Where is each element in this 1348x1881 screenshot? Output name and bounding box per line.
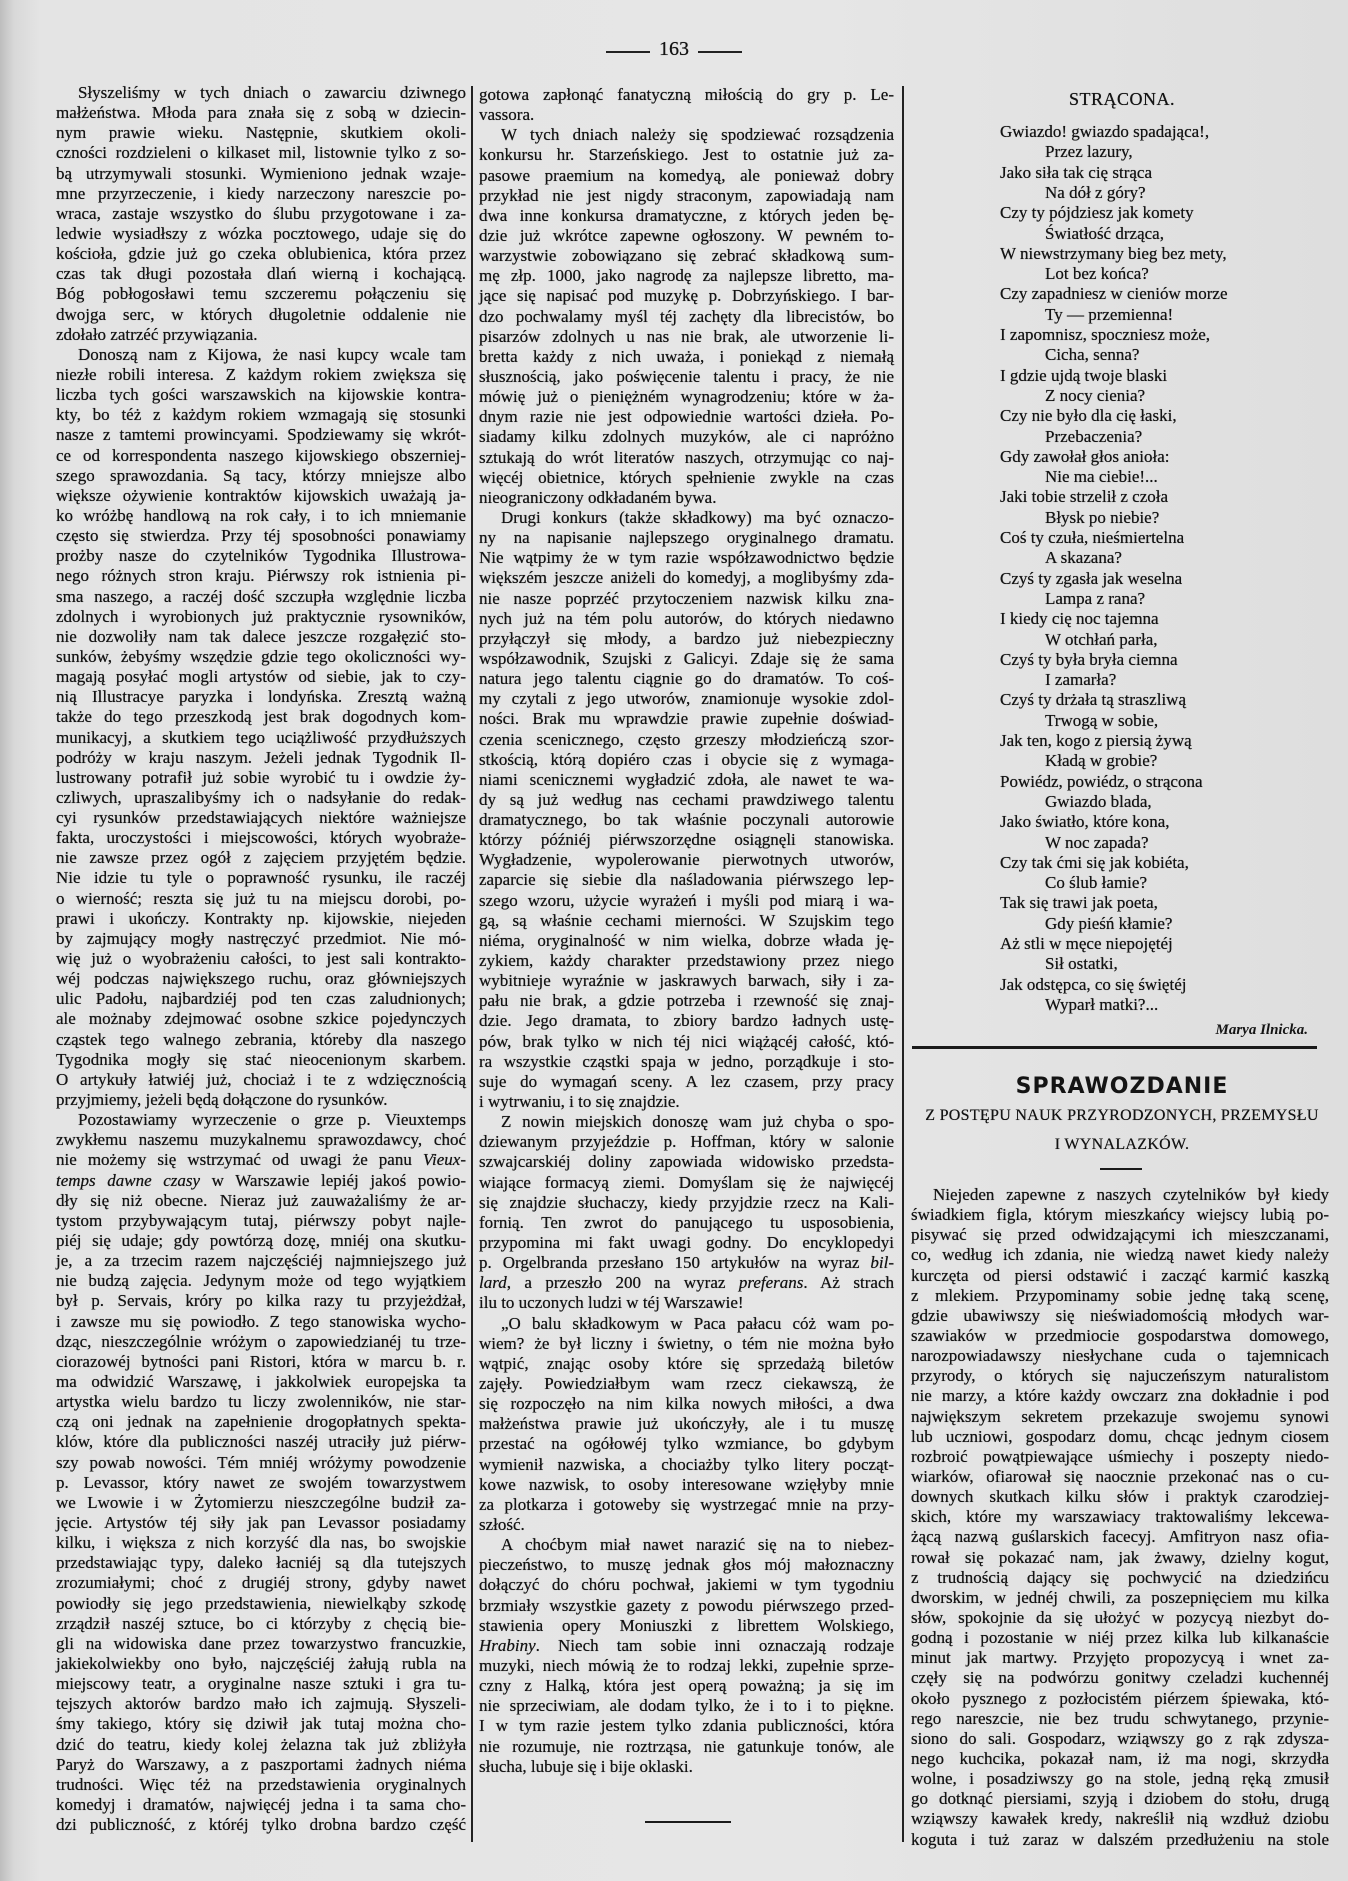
text-line: sma naszego, a raczéj dość szczupła względnie liczba [56,586,466,606]
text-line: i wytrwaniu, i to się znajdzie. [479,1092,680,1112]
text-line: gdzie ubawiwszy się nieświadomością młodych war- [911,1305,1329,1325]
poem-verse: Jaki tobie strzelił z czoła [1000,487,1169,507]
poem-verse: Czy tak ćmi się jak kobiéta, [1000,852,1189,872]
text-line: gli na widowiska dane przez towarzystwo francuzkie, [56,1633,466,1653]
text-line: nym prawie wieku. Następnie, skutkiem okoli- [56,123,466,143]
text-line: Drugi konkurs (także składkowy) ma być oznaczo- [501,507,894,527]
poem-verse: Gdy pieśń kłamie? [1045,913,1173,933]
text-line: suje do wymagań sceny. A lez czasem, przy pracy [479,1071,894,1091]
text-line: Paryż do Warszawy, a z paszportami żadnych niéma [56,1754,466,1774]
text-line: przestać na ogółowéj tylko wzmiance, bo gdybym [479,1434,894,1454]
text-line: nieograniczony odkładaném bywa. [479,487,717,507]
text-line: nego różnych stron kraju. Piérwszy rok istnienia pi- [56,566,466,586]
text-line: brzmiały wszystkie gazety z powodu piérwszego przed- [479,1595,894,1615]
poem-verse: Cicha, senna? [1045,345,1140,365]
text-line: słucha, lubuje się i bije oklaski. [479,1756,693,1776]
text-line: wybitnieje wyraźnie w jaskrawych barwach, siły i za- [479,971,894,991]
text-line: fakta, uroczystości i miejscowości, których wyobraże- [56,828,466,848]
text-line: mne przyrzeczenie, i kiedy narzeczony nareszcie po- [56,183,466,203]
text-line: cyi rysunków przedstawiających niektóre ważniejsze [56,808,466,828]
poem-verse: W otchłań parła, [1045,629,1158,649]
text-line: nasze z tamtemi prowincyami. Spodziewamy się wkrót- [56,425,466,445]
column-divider [902,86,904,1842]
text-line: jakiekolwiekby ono było, najczęściéj żałują rubla na [56,1653,466,1673]
text-line: nego kuchcika, pokazał nam, iż ma nogi, skrzydła [911,1748,1329,1768]
text-segment: . Aż strach [803,1273,894,1293]
text-line [479,1253,894,1273]
text-line: bą utrzymywali stosunki. Wymieniono jednak wzaje- [56,163,466,183]
text-line: koguta i tuż zaraz w dalszém przedłużeniu na stole [911,1829,1329,1849]
text-line: nie rozumuje, nie roztrząsa, nie gatunkuje tonów, ale [479,1736,894,1756]
text-line: dzie już wkrótce zapewne ogłoszony. W pewném to- [479,225,894,245]
poem-verse: Czyś ty drżała tą straszliwą [1000,690,1186,710]
text-line: pieczeństwo, to muszę jednak głos mój małoznaczny [479,1555,894,1575]
text-line: skich, które my warszawiacy traktowaliśmy lekcewa- [911,1507,1329,1527]
text-line: zaparcie się siebie dla naśladowania piérwszego lep- [479,870,894,890]
text-line: lustrowany potrafił już sobie wyrobić tu i owdzie ży- [56,767,466,787]
poem-verse: Kładą w grobie? [1045,751,1158,771]
text-line: jące się napisać pod muzykę p. Dobrzyńskiego. I bar- [479,286,894,306]
text-line: dwa inne konkursa dramatyczne, z których jeden bę- [479,205,894,225]
poem-verse: Przez lazury, [1045,142,1133,162]
poem-verse: Jako światło, które kona, [1000,812,1170,832]
text-line: ko wróżbę handlową na rok cały, i to ich mniemanie [56,505,466,525]
text-line: szwajcarskiéj doliny zapowiada widowisko przedsta- [479,1152,894,1172]
text-line: czności rozdzieleni o kilkaset mil, listownie tylko z so- [56,143,466,163]
poem-verse: I zamarła? [1045,670,1117,690]
text-line: „O balu składkowym w Paca pałacu cóż wam po- [501,1313,894,1333]
text-line: zajęły. Powiedziałbym wam rzecz ciekawszą, że [479,1374,894,1393]
text-line: ulic Padołu, najbardziéj pod ten czas zaludnionych; [56,989,466,1009]
text-line: konkursu hr. Starzeńskiego. Jest to ostatnie już za- [479,145,894,165]
text-line: małżeństwa prawie już ukończyły, ale i tu muszę [479,1414,894,1434]
text-line: którzy późniéj piérwszorzędne osiągnęli stanowiska. [479,830,894,850]
text-line: O artykuły łatwiéj już, chociaż i te z wdzięcznością [56,1069,466,1089]
poem-verse: Czy ty pójdziesz jak komety [1000,203,1194,223]
poem-verse: Czy nie było dla cię łaski, [1000,406,1177,426]
text-line: trudności. Więc téż na przedstawienia oryginalnych [56,1774,466,1794]
text-line: czliwych, upraszalibyśmy ich o nadsyłanie do redak- [56,787,466,807]
text-line: zrządził naszéj sztuce, bo ci którzyby z chęcią bie- [56,1613,466,1633]
text-line: liczba tych gości warszawskich na kijowskie kontra- [56,385,466,405]
poem-verse: Czy zapadniesz w cieniów morze [1000,284,1228,304]
text-line: wraca, zastaje wszystko do ślubu przygotowane i za- [56,203,466,223]
page-number: 163 [659,38,689,60]
poem-verse: Czyś ty zgasła jak weselna [1000,568,1183,588]
text-line: około pysznego z pozłocistém piérzem śpiewaka, któ- [911,1688,1329,1708]
text-line: wiem? że był liczny i świetny, o tém nie można było [479,1333,894,1353]
text-line: nie sprzeciwiam, ale dodam tylko, że i to i to piękne. [479,1696,894,1716]
report-body [911,1185,1329,1850]
text-line: komedyj i dramatów, najwięcéj jedna i ta sama cho- [56,1794,466,1814]
column-1 [56,83,466,1835]
text-line: często się stwierdza. Przy téj sposobności ponawiamy [56,526,466,546]
italic-text: Vieux- [422,1150,466,1170]
text-segment: p. Orgelbranda przesłano 150 artykułów na wyraz [479,1253,871,1273]
text-line: kurczęta od piersi odstawić i zacząć karmić kaszką [911,1265,1329,1285]
poem-verse: Na dół z góry? [1045,182,1146,202]
text-line: ale możnaby zdejmować osobne szkice pojedynczych [56,1009,466,1029]
text-line: słów, spokojnie da się ułożyć w pozycyą niezbyt do- [911,1607,1329,1627]
poem-verse: Coś ty czuła, nieśmiertelna [1000,528,1185,547]
text-line: przyrody, o których się najuczeńszym naturalistom [911,1366,1329,1386]
poem-verse: Czyś ty była bryła ciemna [1000,649,1178,669]
text-line: p. Levassor, który nawet ze swojém towarzystwem [56,1472,466,1492]
text-line: był p. Servais, króry po kilka razy tu przyjeżdżał, [56,1291,466,1311]
text-line: Bóg pobłogosławi temu szczeremu połączeniu się [56,284,466,304]
text-line: zdolnych i wyrobionych już praktycznie rysowników, [56,606,466,626]
text-line: minut jak martwy. Przyjęto propozycyą i wnet za- [911,1648,1329,1668]
text-line: co, według ich zdania, nie wiedzą nawet kiedy należy [911,1245,1329,1265]
text-line: wię już o wyobrażeniu całości, to jest sali kontrakto- [56,949,466,969]
poem-verse: Gwiazdo blada, [1045,791,1152,811]
text-line: dzić do teatru, kiedy kolej żelazna tak już zbliżyła [56,1734,466,1754]
text-line: siono do sali. Gospodarz, wziąwszy go z rąk zdysza- [911,1728,1329,1748]
text-line: ra wszystkie cząstki spaja w jedno, porządkuje i sto- [479,1051,894,1071]
text-line: dziewanym przyjeździe p. Hoffman, który w salonie [479,1132,894,1152]
text-line: ny na napisanie najlepszego oryginalnego dramatu. [479,528,894,548]
text-line: stkością, którą dopiéro czas i obycie się z wymaga- [479,749,894,769]
poem-verse: Światłość drząca, [1045,223,1164,243]
text-line: kty, bo téż z każdym rokiem wzmagają się stosunki [56,405,466,425]
text-line: Pozostawiamy wyrzeczenie o grze p. Vieuxtemps [78,1110,466,1130]
text-line: dołączyć do chóru pochwał, jakiemi w tym tygodniu [479,1575,894,1595]
text-line: kościoła, gdzie już go czeka oblubienica, która przez [56,244,466,264]
text-line: się rozpoczęło na nim kilka nowych miłości, a dwa [479,1394,894,1414]
text-line: Donoszą nam z Kijowa, że nasi kupcy wcale tam [78,344,466,364]
text-line: sztukają do wrót literatów naszych, otrzymując co naj- [479,447,894,467]
poem-verse: Lot bez końca? [1045,264,1149,284]
poem-verse: W noc zapada? [1045,832,1149,852]
text-line: szłość. [479,1514,525,1534]
text-line: przyjmiemy, jeżeli będą dołączone do rysunków. [56,1090,388,1110]
section-divider-rule [912,1046,1317,1049]
text-line: przykład nie jest nigdy straconym, zapowiadają nam [479,185,894,205]
text-line: ciorazowéj bytności pani Ristori, która w marcu b. r. [56,1351,466,1371]
text-line: dwojga serc, w których długoletnie oddalenie nie [56,304,466,324]
poem-verse: Aż stli w męce niepojętéj [1000,934,1173,953]
text-line: zdołało zatrzéć przywiązania. [56,324,258,344]
title-rule [1100,1168,1142,1170]
text-line: czą oni jednak na zapełnienie drogopłatnych spekta- [56,1412,466,1432]
text-line: dworskim, w jednéj chwili, za poszepnięciem mu kilka [911,1587,1329,1607]
text-line: rego nareszcie, nie bez trudu schwytanego, przynie- [911,1708,1329,1728]
text-line: przypomina mi fakt uwagi godny. Do encyklopedyi [479,1233,894,1253]
text-line: słusznością, jako poświęcenie talentu i pracy, że nie [479,366,894,386]
text-line: siadamy kilku zdolnych muzyków, ale ci napróżno [479,427,894,447]
text-segment: w Warszawie lepiéj jakoś powio- [200,1170,466,1190]
text-line: Wygładzenie, wypolerowanie pierwotnych utworów, [479,850,894,870]
column-2 [479,85,894,1777]
page-number-dash-right [698,51,742,53]
text-line: nie budzą zajęcia. Jedynym może od tego wyjątkiem [56,1271,466,1291]
text-line: downych skutkach kilku słów i praktyk czarodziej- [911,1487,1329,1507]
text-line: kilku, i większa z nich korzyść dla nas, bo swojskie [56,1533,466,1553]
text-line: większe ożywienie kontraktów kijowskich uważają ja- [56,485,466,505]
text-line: czas tak długi pozostała dlań wierną i kochającą. [56,264,466,284]
text-line: wziąwszy kawałek kredy, nakreślił nią wzdłuż dziobu [911,1809,1329,1829]
text-line: mę złp. 1000, jako nagrodę za najlepsze libretto, ma- [479,266,894,286]
text-line: Nie wątpimy że w tym razie współzawodnictwo będzie [479,548,894,568]
poem-verse: Gwiazdo! gwiazdo spadająca!, [1000,122,1210,141]
poem-verse: Co ślub łamie? [1045,873,1147,893]
text-line: wymienił nazwiska, a chociażby tylko litery począt- [479,1454,894,1474]
text-line: by zajmujący mogły nastręczyć przedmiot. Nie mó- [56,928,466,948]
text-line: pisarzów zdolnych u nas nie brak, ale utworzenie li- [479,326,894,346]
text-line: dzo pochwalamy myśl téj zachęty dla librecistów, bo [479,306,894,326]
text-line: nie dozwoliły nam tak dalece jeszcze rozgałęzić sto- [56,626,466,646]
text-line: dząc, nieszczególnie wróżym o zapowiedzianéj tu trze- [56,1331,466,1351]
text-line: o wierność; reszta się już tu na miejscu dorobi, po- [56,888,466,908]
text-line [479,1636,894,1656]
text-line: pów, brak tylko w nich téj nici wiążącéj całość, któ- [479,1031,894,1051]
text-line: ledwie wysiadłszy z wózka pocztowego, udaje się do [56,223,466,243]
text-line: ilu to uczonych ludzi w téj Warszawie! [479,1293,744,1313]
italic-text: bil- [870,1253,894,1273]
italic-text: preferans [738,1273,804,1293]
text-line: współzawodnik, Szujski z Galicyi. Zdaje się że sama [479,648,894,668]
text-line: go dotknąć piersiami, szyją i dziobem do stołu, drugą [911,1789,1329,1809]
poem-verse: Gdy zawołał głos anioła: [1000,446,1170,466]
poem-verse: I zapomnisz, spoczniesz może, [1000,325,1211,344]
text-line: narozpowiadawszy niesłychane cuda o tajemnicach [911,1346,1329,1366]
poem-verse: Błysk po niebie? [1045,507,1160,527]
text-line: fornią. Ten zwrot do panującego tu usposobienia, [479,1212,894,1232]
text-line: dły się niż obecne. Nieraz już zauważaliśmy że ar- [56,1190,466,1210]
text-line: nie nasze poprzéć przytoczeniem nazwisk kilku zna- [479,588,894,608]
text-line: prożby nasze do czytelników Tygodnika Illustrowa- [56,546,466,566]
text-line: zykiem, każdy charakter przedstawiony przez niego [479,951,894,971]
poem-verse: Powiédz, powiédz, o strącona [1000,771,1203,791]
text-line: powiodły się jego przedstawienia, niewielkąby szkodę [56,1593,466,1613]
text-line: klów, które dla publiczności naszéj utraciły już piérw- [56,1432,466,1452]
text-line: szawiaków w przedmiocie gospodarstwa domowego, [911,1325,1329,1345]
text-line: wiające formacyą ziemi. Domyślam się że najwięcéj [479,1172,894,1192]
italic-text: lard [479,1273,507,1293]
text-line: gotowa zapłonąć fanatyczną miłością do gry p. Le- [479,85,894,104]
text-line: we Lwowie i w Żytomierzu nieszczególne budził za- [56,1492,466,1512]
poem-verse: Ty — przemienna! [1045,304,1174,324]
text-line: częły się na podwórzu gonitwy czeladzi kuchennéj [911,1668,1329,1688]
text-line: mówię już o pieniężném wynagrodzeniu; które w ża- [479,387,894,407]
text-line: magają posyłać mogli artystów od siebie, jak to czy- [56,667,466,687]
text-line: szego sprawozdania. Są tacy, którzy mniejsze albo [56,465,466,485]
poem-verse: Z nocy cienia? [1045,385,1146,405]
text-line: my czytali z jego utworów, znamionuje wysokie zdol- [479,689,894,709]
text-line: prawi i ukończy. Kontrakty np. kijowskie, niejeden [56,908,466,928]
text-segment: nie możemy się wstrzymać od uwagi że panu [56,1150,423,1170]
text-line: jęcie. Artystów téj siły jak pan Levassor posiadamy [56,1512,466,1532]
text-line: dzie. Jego dramata, to zbiory bardzo ładnych ustę- [479,1011,894,1031]
text-line: zwykłemu naszemu muzykalnemu sprawozdawcy, choć [56,1130,466,1150]
poem-verse: Nie ma ciebie!... [1045,467,1158,487]
text-line: świadkiem figla, którym mieszkańcy wiejscy lubią po- [911,1205,1329,1225]
text-line: pisywać się przed odwidzającymi ich mieszczanami, [911,1225,1329,1245]
text-line: także do tego przeszkodą jest brak dogodnych kom- [56,707,466,727]
text-line: lub uczniowi, gospodarz domu, chcąc jednym ciosem [911,1426,1329,1446]
text-line: niezłe robili interesa. Z każdym rokiem zwiększa się [56,364,466,384]
text-line: godną i pozostanie w niéj przez kilka lub kilkanaście [911,1628,1329,1648]
text-line: szego wzoru, użycie wyrażeń i myśli pod miarą i wa- [479,890,894,910]
text-line: nią Illustracye paryzka i londyńska. Zresztą ważną [56,687,466,707]
text-line: artystka wielu bardzo tu liczy zwolenników, nie star- [56,1392,466,1412]
text-line: przyłączył się młody, a bardzo już niebezpieczny [479,628,894,648]
text-line: W tych dniach należy się spodziewać rozsądzenia [501,125,894,145]
text-line: wątpić, znając osoby które się sprzedażą biletów [479,1353,894,1373]
text-line: Niejeden zapewne z naszych czytelników był kiedy [933,1185,1329,1204]
text-line: Nie idzie tu tyle o poprawność rysunku, ile raczéj [56,868,466,888]
text-line: wéj podczas największego ruchu, oraz główniejszych [56,969,466,989]
text-line: rozbroić powątpiewające uśmiechy i poszepty niedo- [911,1446,1329,1466]
poem-author: Marya Ilnicka. [1215,1022,1308,1038]
text-line: vassora. [479,105,535,125]
text-line: munikacyj, a skutkiem tego uciążliwość przydłuższych [56,727,466,747]
text-line: wiarków, ofiarował się naocznie przekonać nas o cu- [911,1466,1329,1486]
text-line: dramatycznego, bo tak właśnie poczynali autorowie [479,810,894,830]
poem-verse: Jak ten, kogo z piersią żywą [1000,731,1192,750]
text-line: Słyszeliśmy w tych dniach o zawarciu dziwnego [78,83,466,102]
text-line: pasowe praemium na komedyą, ale ponieważ dobry [479,165,894,185]
text-line: nie marzy, a które każdy owczarz zna dokładnie i pod [911,1386,1329,1406]
poem-verse: Jako siła tak cię strąca [1000,162,1152,182]
text-line: ma odwidzić Warszawę, i jakkolwiek europejska ta [56,1372,466,1391]
poem-verse: Tak się trawi jak poeta, [1000,893,1158,913]
text-line: pału nie brak, a gdzie potrzeba i rzewność się znaj- [479,991,894,1011]
text-line: piéj się udaje; gdy powtórzą dozę, mniéj ona skutku- [56,1231,466,1251]
italic-text: Hrabiny [479,1635,536,1655]
text-line: z mlekiem. Przypominamy sobie jednę taką scenę, [911,1285,1329,1305]
text-line: zrozumiałymi; choć z drugiéj strony, gdyby nawet [56,1573,466,1593]
poem-verse: I gdzie ujdą twoje blaski [1000,365,1168,385]
poem-verse: Jak odstępca, co się świętéj [1000,974,1187,994]
text-line: ce od korrespondenta naszego kijowskiego obszerniej- [56,445,466,465]
text-line: tejszych aktorów bardzo mało ich zajmują. Słyszeli- [56,1694,466,1714]
text-line: warzystwie zobowiązano się zebrać składkową sum- [479,246,894,266]
report-subtitle-line: Z POSTĘPU NAUK PRZYRODZONYCH, PRZEMYSŁU [925,1107,1319,1124]
text-segment: . Niech tam sobie inni oznaczają rodzaje [535,1635,894,1655]
text-line: Z nowin miejskich donoszę wam już chyba o spo- [501,1112,894,1132]
text-line: sunków, żebyśmy wszędzie gdzie tego okoliczności wy- [56,646,466,666]
text-line: czenia scenicznego, często grzeszy młodzieńczą szor- [479,729,894,749]
text-line: dy są już według nas cechami prawdziwego talentu [479,789,894,809]
poem-verse: Sił ostatki, [1045,954,1118,974]
column-divider [471,86,473,1842]
text-line: ności. Brak mu wprawdzie prawie zupełnie doświad- [479,709,894,729]
text-line [56,1150,466,1170]
text-line: śmy takiego, który się dziwił jak tutaj można cho- [56,1714,466,1734]
text-line: kowe nazwisk, to osoby interesowane wzięłyby mnie [479,1474,894,1494]
poem-verse: Trwogą w sobie, [1045,710,1159,730]
poem-verse: Wyparł matki?... [1045,994,1159,1014]
text-line: stawienia opery Moniuszki z librettem Wolskiego, [479,1615,894,1635]
text-line: I w tym razie jestem tylko zdania publiczności, która [479,1716,894,1736]
text-line: je, a za trzecim razem najczęściéj najmniejszego już [56,1251,466,1271]
text-line: miejscowy teatr, a oryginalne nasze sztuki i gra tu- [56,1674,466,1694]
text-segment: , a przeszło 200 na wyraz [506,1273,739,1293]
text-line: wolne, i posadziwszy go na stole, jedną ręką zmusił [911,1769,1329,1789]
text-line: szy powab nowości. Tém mniéj wróżymy powodzenie [56,1452,466,1472]
text-line: Tygodnika mogły się stać nieocenionym skarbem. [56,1049,466,1069]
text-line: czny z Halką, która jest operą poważną; ja się im [479,1676,894,1696]
text-line: największym sekretem przekazuje swojemu synowi [911,1406,1329,1426]
text-line: A choćbym miał nawet narazić się na to niebez- [501,1535,894,1555]
text-line: cząstek tego walnego zebrania, któreby dla naszego [56,1029,466,1049]
text-line: za plotkarza i gotoweby się wystrzegać mnie na przy- [479,1494,894,1514]
text-line: dnym razie nie jest odpowiednie wartości dzieła. Po- [479,407,894,427]
poem-verse: I kiedy cię noc tajemna [1000,609,1159,629]
text-line: i zawsze mu się powiodło. Z tego stanowiska wycho- [56,1311,466,1331]
text-line: więcéj obietnice, których spełnienie zwykle na czas [479,467,894,487]
text-line [479,1273,894,1293]
poem-verse: Przebaczenia? [1045,426,1143,446]
report-title: SPRAWOZDANIE [1015,1074,1229,1099]
section-end-rule [645,1821,731,1823]
text-line: małżeństwa. Młoda para znała się z sobą w dziecin- [56,103,466,123]
text-line: żącą nazwą guślarskich facecyj. Amfitryon nasz ofia- [911,1527,1329,1547]
text-line: przedstawiając typy, daleko łacniéj są dla tutejszych [56,1553,466,1573]
text-line: się znajdzie słuchaczy, kiedy przyjdzie rzecz na Kali- [479,1192,894,1212]
text-line: podróży w kraju naszym. Jeżeli jednak Tygodnik Il- [56,747,466,767]
text-line: rował się pokazać nam, jak żwawy, dzielny kogut, [911,1547,1329,1567]
text-line: z trudnością dający się pochwycić na dziedzińcu [911,1567,1329,1587]
text-line: gą, są właśnie cechami mierności. W Szujskim tego [479,910,894,930]
text-line: większém jeszcze aniżeli do komedyj, a moglibyśmy zda- [479,568,894,588]
poem-verse: A skazana? [1045,548,1122,568]
poem-verse: Lampa z rana? [1045,588,1146,608]
text-line: bretta każdy z nich uważa, i poniekąd z niemałą [479,346,894,366]
text-line [56,1171,466,1191]
text-line: dzi publiczność, z któréj tylko drobna bardzo część [56,1815,466,1835]
text-line: natura jego talentu ciągnie go do dramatów. To coś- [479,669,894,689]
report-subtitle-line: I WYNALAZKÓW. [1054,1136,1190,1153]
italic-text: temps dawne czasy [56,1170,201,1190]
text-line: tystom przybywającym tutaj, piérwszy pobyt najle- [56,1210,466,1230]
text-line: nie zawsze przez ogół z zajęciem przyjętém będzie. [56,848,466,868]
text-line: niami scenicznemi wygładzić zdoła, ale nawet te wa- [479,769,894,789]
text-line: muzyki, niech mówią że to rodzaj lekki, zupełnie sprze- [479,1655,894,1675]
text-line: niéma, oryginalność w nim wielka, dobrze włada ję- [479,930,894,950]
text-line: nych już na tém polu autorów, do których niedawno [479,608,894,628]
poem-verse: W niewstrzymany bieg bez mety, [1000,243,1227,263]
poem-title: STRĄCONA. [1068,89,1175,109]
